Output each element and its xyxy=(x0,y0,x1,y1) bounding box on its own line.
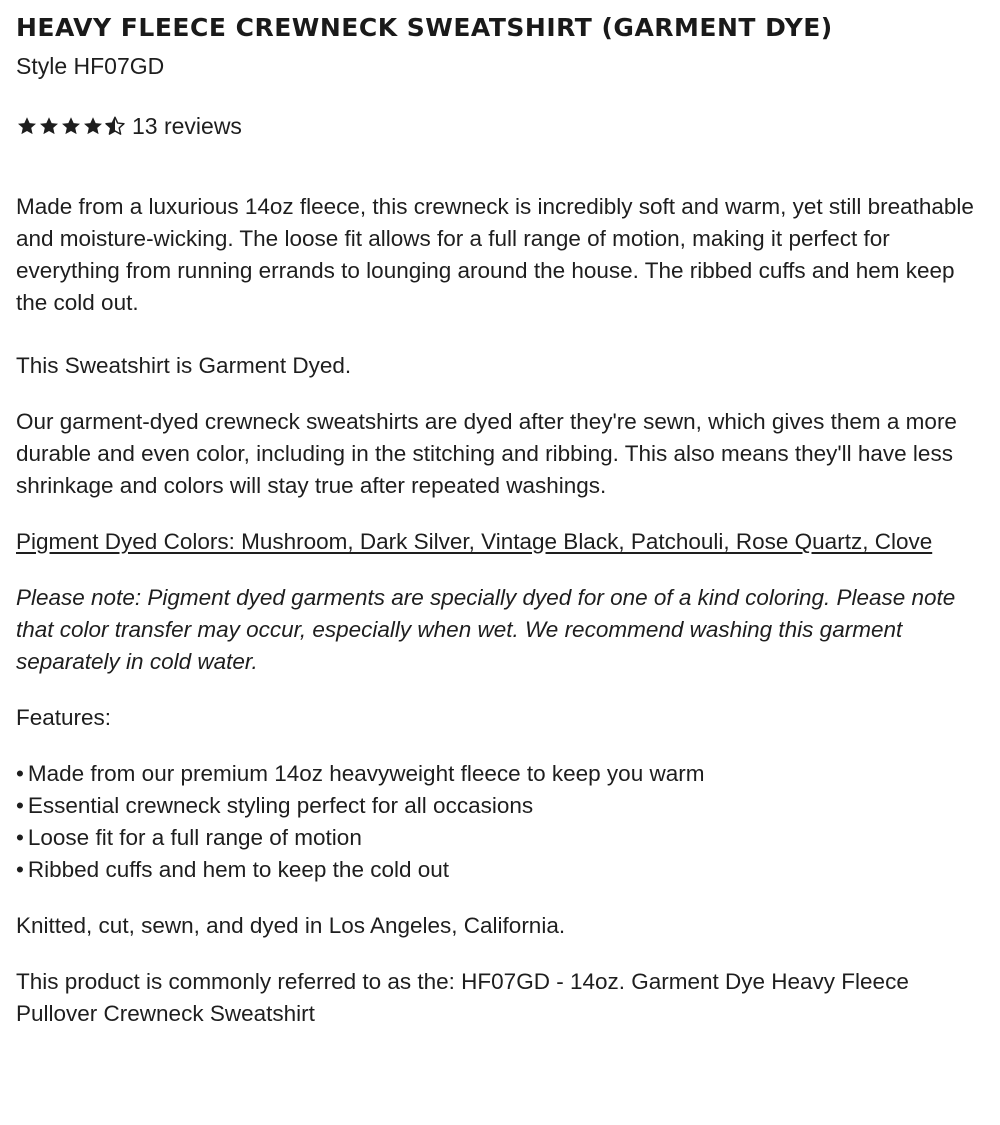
pigment-colors-link[interactable]: Pigment Dyed Colors: Mushroom, Dark Silver, Vintage Black, Patchouli, Rose Quartz, Clove xyxy=(16,529,933,554)
reviews-count-link[interactable]: 13 reviews xyxy=(132,113,242,139)
star-rating xyxy=(16,115,126,137)
origin-statement: Knitted, cut, sewn, and dyed in Los Angeles, California. xyxy=(16,913,566,938)
referred-as-statement: This product is commonly referred to as the: HF07GD - 14oz. Garment Dye Heavy Fleece Pullover Crewneck Sweatshirt xyxy=(16,969,909,1026)
star-full-icon xyxy=(60,115,82,137)
rating-summary[interactable] xyxy=(16,112,984,140)
list-item: • Loose fit for a full range of motion xyxy=(16,822,984,854)
star-full-icon xyxy=(16,115,38,137)
style-number: Style HF07GD xyxy=(16,53,165,79)
list-item: • Essential crewneck styling perfect for all occasions xyxy=(16,790,984,822)
features-list xyxy=(16,758,984,886)
garment-dyed-statement: This Sweatshirt is Garment Dyed. xyxy=(16,353,352,378)
care-note: Please note: Pigment dyed garments are specially dyed for one of a kind coloring. Please note that color transfer may occur, especially when wet. We recommend washing this garment separately in cold water. xyxy=(16,585,956,674)
pigment-colors-paragraph xyxy=(16,526,984,558)
description-intro: Made from a luxurious 14oz fleece, this crewneck is incredibly soft and warm, yet still breathable and moisture-wicking. The loose fit allows for a full range of motion, making it perfect for everything from running errands to lounging around the house. The ribbed cuffs and hem keep the cold out. xyxy=(16,194,974,315)
product-title: HEAVY FLEECE CREWNECK SWEATSHIRT (GARMENT DYE) xyxy=(16,13,833,42)
list-item: • Made from our premium 14oz heavyweight fleece to keep you warm xyxy=(16,758,984,790)
features-heading: Features: xyxy=(16,705,112,730)
star-full-icon xyxy=(38,115,60,137)
star-half-icon xyxy=(104,115,126,137)
list-item: • Ribbed cuffs and hem to keep the cold out xyxy=(16,854,984,886)
star-full-icon xyxy=(82,115,104,137)
garment-dyed-details: Our garment-dyed crewneck sweatshirts are dyed after they're sewn, which gives them a more durable and even color, including in the stitching and ribbing. This also means they'll have less shrinkage and colors will stay true after repeated washings. xyxy=(16,409,957,498)
